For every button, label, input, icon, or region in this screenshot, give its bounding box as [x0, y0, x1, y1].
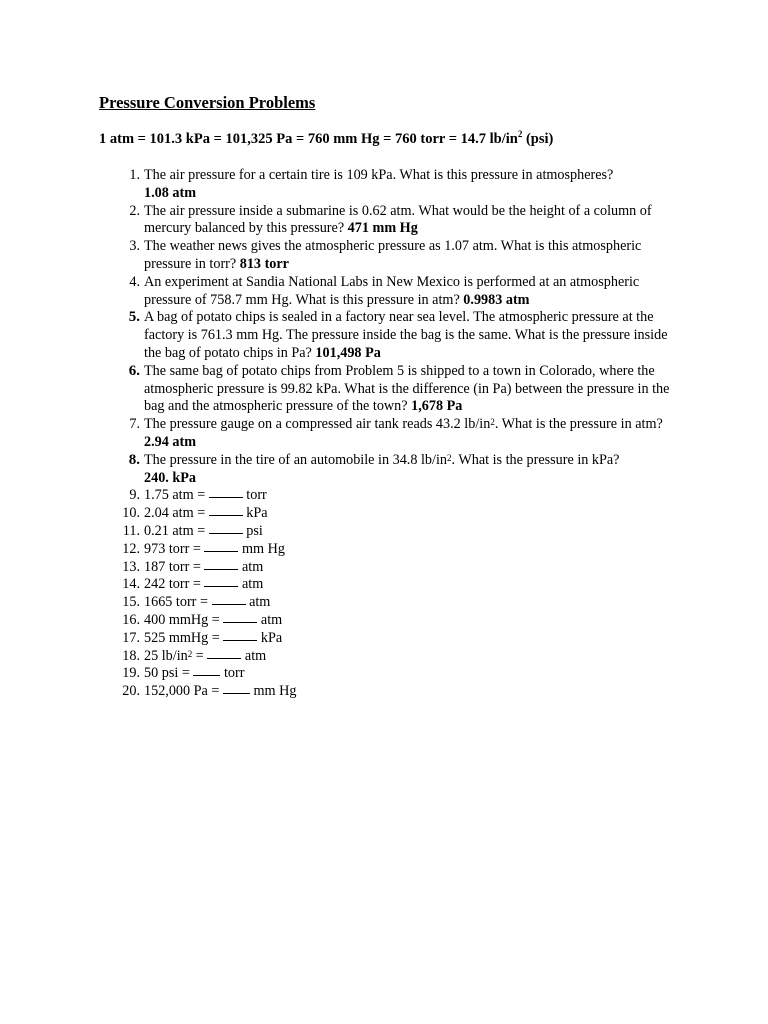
problem-text: 1665 torr =: [144, 594, 212, 611]
problem-unit: torr: [242, 487, 267, 504]
problem-unit: mm Hg: [238, 540, 285, 557]
problem-unit: kPa: [257, 629, 283, 646]
problem-text: 187 torr =: [144, 558, 205, 575]
answer-blank[interactable]: [223, 639, 257, 641]
problem-number: 13.: [122, 558, 140, 575]
problem-number: 9.: [129, 487, 140, 504]
problem-item: [112, 576, 672, 594]
problem-unit: mm Hg: [249, 683, 297, 700]
problem-number: 12.: [122, 540, 140, 557]
problem-text: 50 psi =: [144, 665, 194, 682]
problem-text: The weather news gives the atmospheric pressure as 1.07 atm. What is this atmospheric pressure in torr?: [144, 238, 642, 272]
problem-item: [112, 683, 672, 701]
problem-item: [112, 505, 672, 523]
problem-text-cont: . What is the pressure in atm?: [494, 416, 663, 433]
problem-answer: 813 torr: [239, 255, 289, 272]
answer-blank[interactable]: [209, 514, 243, 516]
problem-item: [112, 203, 672, 239]
problem-text: 242 torr =: [144, 576, 205, 593]
problem-number: 7.: [129, 416, 140, 433]
problem-list: [112, 167, 672, 701]
problem-text: An experiment at Sandia National Labs in New Mexico is performed at an atmospheric pressure of 758.7 mm Hg. What is this pressure in atm?: [144, 273, 640, 308]
answer-blank[interactable]: [223, 621, 257, 623]
problem-text: The same bag of potato chips from Problem 5 is shipped to a town in Colorado, where the atmospheric pressure is 99.82 kPa. What is the difference (in Pa) between the pressure in the bag and the atmospheric pressure of the town?: [144, 362, 670, 415]
superscript: 2: [490, 417, 495, 428]
problem-item: [112, 309, 672, 362]
answer-blank[interactable]: [212, 603, 246, 605]
problem-unit: atm: [238, 558, 264, 575]
problem-answer: 1,678 Pa: [411, 398, 463, 415]
answer-blank[interactable]: [223, 692, 250, 694]
problem-text: The air pressure for a certain tire is 109 kPa. What is this pressure in atmospheres?: [144, 167, 614, 183]
problem-number: 17.: [122, 629, 140, 646]
page-title: Pressure Conversion Problems: [99, 93, 316, 112]
problem-unit: atm: [238, 576, 264, 593]
problem-answer: 240. kPa: [144, 469, 197, 486]
problem-number: 14.: [122, 576, 140, 593]
problem-number: 11.: [122, 522, 140, 539]
problem-item: [112, 648, 672, 666]
formula-suffix: (psi): [522, 131, 554, 147]
problem-number: 19.: [122, 665, 140, 682]
problem-text: 400 mmHg =: [144, 611, 224, 628]
answer-blank[interactable]: [193, 674, 220, 676]
problem-number: 2.: [129, 202, 140, 219]
problem-text: A bag of potato chips is sealed in a factory near sea level. The atmospheric pressure at the factory is 761.3 mm Hg. The pressure inside the bag is the same. What is the pressure inside the bag of potato chips in Pa?: [144, 309, 668, 361]
problem-unit: kPa: [242, 505, 268, 522]
problem-unit: atm: [245, 594, 271, 611]
formula-superscript: 2: [517, 129, 523, 139]
formula-text: 1 atm = 101.3 kPa = 101,325 Pa = 760 mm Hg = 760 torr = 14.7 lb/in: [99, 131, 518, 147]
problem-item: [112, 452, 672, 488]
problem-text: 2.04 atm =: [144, 505, 209, 522]
problem-number: 20.: [122, 683, 140, 700]
problem-text: The pressure gauge on a compressed air tank reads 43.2 lb/in: [144, 416, 491, 433]
problem-answer: 0.9983 atm: [463, 291, 530, 308]
problem-number: 6.: [128, 362, 140, 379]
answer-blank[interactable]: [207, 657, 241, 659]
answer-blank[interactable]: [204, 585, 238, 587]
problem-number: 1.: [129, 167, 140, 183]
problem-text: 1.75 atm =: [144, 487, 209, 504]
problem-number: 5.: [128, 309, 140, 326]
problem-item: [112, 167, 672, 203]
problem-text-cont: =: [192, 647, 208, 664]
problem-item: [112, 594, 672, 612]
problem-answer: 471 mm Hg: [347, 220, 418, 237]
problem-item: [112, 274, 672, 310]
problem-text: 25 lb/in: [144, 647, 188, 664]
superscript: 2: [187, 648, 193, 659]
problem-number: 4.: [129, 273, 140, 290]
problem-number: 16.: [122, 611, 140, 628]
problem-item: [112, 238, 672, 274]
problem-text: 152,000 Pa =: [144, 683, 223, 700]
superscript: 2: [447, 452, 452, 463]
problem-item: [112, 630, 672, 648]
problem-number: 10.: [122, 505, 140, 522]
problem-text: 525 mmHg =: [144, 629, 224, 646]
problem-unit: psi: [242, 522, 263, 539]
problem-text: 973 torr =: [144, 540, 205, 557]
problem-item: [112, 559, 672, 577]
answer-blank[interactable]: [209, 496, 243, 498]
problem-number: 18.: [122, 647, 140, 664]
problem-number: 15.: [122, 594, 140, 611]
answer-blank[interactable]: [209, 532, 243, 534]
problem-unit: torr: [220, 665, 245, 682]
answer-blank[interactable]: [204, 568, 238, 570]
problem-answer: 2.94 atm: [144, 433, 197, 450]
problem-text: The pressure in the tire of an automobile in 34.8 lb/in: [144, 451, 447, 468]
problem-number: 8.: [128, 451, 140, 468]
problem-text-cont: . What is the pressure in kPa?: [451, 451, 620, 468]
problem-item: [112, 416, 672, 452]
problem-answer: 1.08 atm: [144, 184, 197, 201]
problem-text: The air pressure inside a submarine is 0.62 atm. What would be the height of a column of mercury balanced by this pressure?: [144, 202, 652, 237]
problem-item: [112, 487, 672, 505]
problem-number: 3.: [129, 238, 140, 255]
problem-answer: 101,498 Pa: [315, 344, 381, 361]
problem-item: [112, 612, 672, 630]
answer-blank[interactable]: [204, 550, 238, 552]
problem-item: [112, 363, 672, 416]
problem-item: [112, 541, 672, 559]
problem-unit: atm: [241, 647, 267, 664]
problem-item: [112, 665, 672, 683]
problem-item: [112, 523, 672, 541]
problem-unit: atm: [257, 611, 283, 628]
problem-text: 0.21 atm =: [144, 522, 209, 539]
conversion-formula: [99, 131, 553, 148]
